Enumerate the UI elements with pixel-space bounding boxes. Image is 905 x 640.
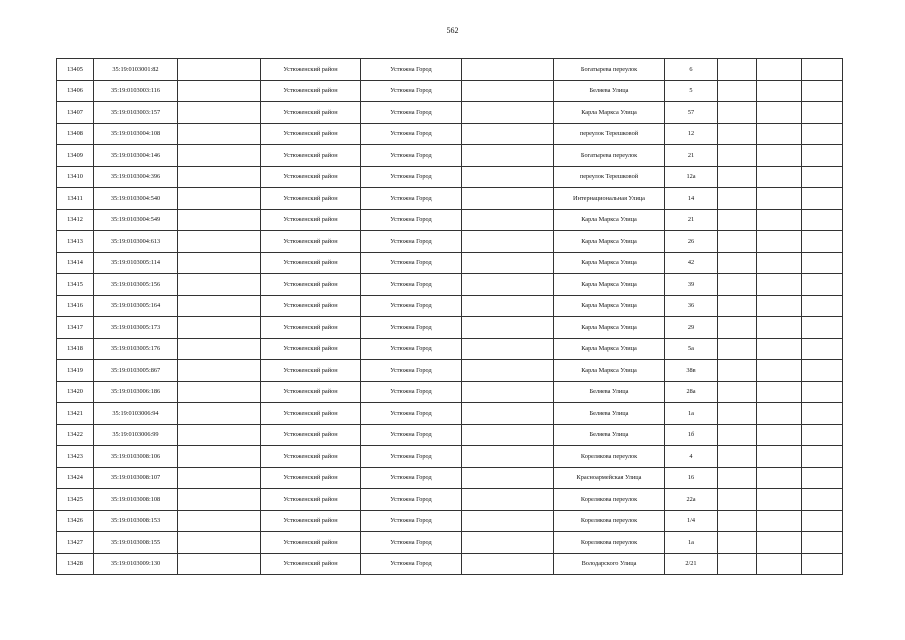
cell-empty [757,166,802,188]
cell-street: Карла Маркса Улица [554,317,665,339]
cell-house: 38в [665,360,718,382]
cell-empty [757,231,802,253]
cell-empty [802,424,843,446]
cell-empty [178,295,261,317]
cell-empty [718,489,757,511]
cell-district: Устюженский район [261,209,361,231]
cell-cadastral-number: 35:19:0103006:99 [94,424,178,446]
cell-street: Карла Маркса Улица [554,102,665,124]
cell-empty [178,446,261,468]
cell-empty [462,338,554,360]
cell-house: 29 [665,317,718,339]
cell-empty [178,489,261,511]
table-row [57,489,843,511]
cell-record-number: 13414 [57,252,94,274]
cell-empty [178,102,261,124]
cell-record-number: 13408 [57,123,94,145]
cell-house: 1/4 [665,510,718,532]
cell-settlement: Устюжна Город [361,424,462,446]
cell-cadastral-number: 35:19:0103008:106 [94,446,178,468]
cell-street: Красноармейская Улица [554,467,665,489]
cell-settlement: Устюжна Город [361,209,462,231]
cell-empty [462,446,554,468]
cell-house: 12а [665,166,718,188]
cell-empty [757,188,802,210]
cell-settlement: Устюжна Город [361,532,462,554]
cell-district: Устюженский район [261,166,361,188]
cell-cadastral-number: 35:19:0103006:94 [94,403,178,425]
cell-house: 5 [665,80,718,102]
table-body [57,59,843,575]
cell-district: Устюженский район [261,424,361,446]
cell-record-number: 13405 [57,59,94,81]
table-row [57,553,843,575]
cell-street: Карла Маркса Улица [554,274,665,296]
cell-district: Устюженский район [261,446,361,468]
cell-empty [178,252,261,274]
cell-record-number: 13418 [57,338,94,360]
cell-empty [757,489,802,511]
cell-empty [802,123,843,145]
cell-cadastral-number: 35:19:0103003:157 [94,102,178,124]
cell-empty [802,360,843,382]
cell-house: 14 [665,188,718,210]
cell-empty [462,295,554,317]
cell-empty [757,123,802,145]
cell-empty [462,80,554,102]
cell-district: Устюженский район [261,145,361,167]
cell-empty [802,381,843,403]
cell-house: 57 [665,102,718,124]
cell-settlement: Устюжна Город [361,338,462,360]
table-row [57,317,843,339]
cell-empty [462,403,554,425]
cell-street: Беляева Улица [554,381,665,403]
cell-street: Корелякова переулок [554,532,665,554]
cell-empty [462,166,554,188]
cell-empty [718,553,757,575]
cell-street: Карла Маркса Улица [554,360,665,382]
cell-empty [178,553,261,575]
cell-cadastral-number: 35:19:0103008:153 [94,510,178,532]
cell-empty [718,381,757,403]
cell-street: Интернациональная Улица [554,188,665,210]
cell-empty [462,467,554,489]
cell-district: Устюженский район [261,188,361,210]
cell-empty [178,166,261,188]
cell-empty [802,467,843,489]
cell-empty [178,403,261,425]
cell-house: 16 [665,467,718,489]
cell-house: 21 [665,209,718,231]
cell-settlement: Устюжна Город [361,59,462,81]
table-row [57,295,843,317]
cell-house: 21 [665,145,718,167]
cell-house: 42 [665,252,718,274]
cell-record-number: 13428 [57,553,94,575]
table-row [57,446,843,468]
cell-empty [462,188,554,210]
cell-settlement: Устюжна Город [361,166,462,188]
table-row [57,188,843,210]
cell-record-number: 13423 [57,446,94,468]
cell-record-number: 13420 [57,381,94,403]
cell-district: Устюженский район [261,403,361,425]
cell-empty [462,252,554,274]
page-number: 562 [446,26,459,35]
cell-empty [718,403,757,425]
cell-empty [718,231,757,253]
cell-street: Карла Маркса Улица [554,252,665,274]
cell-empty [178,424,261,446]
cell-cadastral-number: 35:19:0103003:116 [94,80,178,102]
cell-empty [757,145,802,167]
cell-district: Устюженский район [261,231,361,253]
cell-empty [757,381,802,403]
cell-cadastral-number: 35:19:0103005:164 [94,295,178,317]
table-row [57,360,843,382]
cell-empty [757,80,802,102]
cell-empty [462,360,554,382]
cell-settlement: Устюжна Город [361,252,462,274]
cell-street: Корелякова переулок [554,489,665,511]
cell-empty [178,209,261,231]
cell-record-number: 13416 [57,295,94,317]
cell-empty [718,252,757,274]
cell-empty [802,166,843,188]
cell-settlement: Устюжна Город [361,102,462,124]
cell-empty [178,510,261,532]
cell-empty [178,274,261,296]
cell-record-number: 13406 [57,80,94,102]
cell-empty [178,467,261,489]
cell-cadastral-number: 35:19:0103004:613 [94,231,178,253]
table-row [57,510,843,532]
cell-record-number: 13425 [57,489,94,511]
cell-record-number: 13412 [57,209,94,231]
cell-empty [802,231,843,253]
cell-cadastral-number: 35:19:0103004:108 [94,123,178,145]
cell-district: Устюженский район [261,252,361,274]
table-row [57,252,843,274]
cell-empty [178,317,261,339]
cell-empty [802,209,843,231]
cell-house: 2/21 [665,553,718,575]
table-row [57,166,843,188]
cell-record-number: 13411 [57,188,94,210]
cell-house: 1а [665,532,718,554]
cell-district: Устюженский район [261,360,361,382]
table-row [57,424,843,446]
cell-empty [462,489,554,511]
cell-record-number: 13409 [57,145,94,167]
cell-empty [802,145,843,167]
cell-empty [757,510,802,532]
cell-district: Устюженский район [261,338,361,360]
cell-settlement: Устюжна Город [361,317,462,339]
cell-empty [718,317,757,339]
cell-street: Корелякова переулок [554,510,665,532]
cell-empty [178,532,261,554]
cell-empty [718,188,757,210]
cell-district: Устюженский район [261,467,361,489]
cell-empty [718,467,757,489]
cell-district: Устюженский район [261,123,361,145]
property-registry-table [56,58,843,575]
table-row [57,123,843,145]
cell-cadastral-number: 35:19:0103005:114 [94,252,178,274]
cell-settlement: Устюжна Город [361,295,462,317]
cell-empty [462,532,554,554]
cell-empty [802,317,843,339]
cell-empty [718,80,757,102]
table-row [57,145,843,167]
cell-settlement: Устюжна Город [361,403,462,425]
cell-empty [462,424,554,446]
cell-district: Устюженский район [261,80,361,102]
cell-record-number: 13415 [57,274,94,296]
cell-empty [718,510,757,532]
cell-cadastral-number: 35:19:0103005:173 [94,317,178,339]
cell-settlement: Устюжна Город [361,467,462,489]
cell-empty [178,145,261,167]
cell-settlement: Устюжна Город [361,123,462,145]
cell-district: Устюженский район [261,59,361,81]
cell-empty [178,338,261,360]
cell-empty [757,209,802,231]
cell-district: Устюженский район [261,317,361,339]
cell-empty [802,489,843,511]
cell-house: 1а [665,403,718,425]
cell-empty [802,553,843,575]
cell-empty [802,80,843,102]
cell-cadastral-number: 35:19:0103004:146 [94,145,178,167]
cell-empty [178,59,261,81]
table-row [57,274,843,296]
cell-cadastral-number: 35:19:0103009:130 [94,553,178,575]
cell-empty [718,102,757,124]
cell-empty [757,102,802,124]
cell-street: Богатырева переулок [554,145,665,167]
cell-street: Володарского Улица [554,553,665,575]
cell-empty [462,59,554,81]
cell-empty [757,467,802,489]
cell-empty [757,553,802,575]
cell-record-number: 13417 [57,317,94,339]
cell-empty [718,424,757,446]
cell-settlement: Устюжна Город [361,188,462,210]
cell-empty [802,252,843,274]
cell-cadastral-number: 35:19:0103004:549 [94,209,178,231]
cell-house: 1б [665,424,718,446]
cell-empty [718,166,757,188]
cell-empty [757,403,802,425]
cell-cadastral-number: 35:19:0103006:186 [94,381,178,403]
cell-empty [718,532,757,554]
cell-cadastral-number: 35:19:0103008:155 [94,532,178,554]
cell-empty [757,274,802,296]
cell-empty [757,532,802,554]
cell-settlement: Устюжна Город [361,360,462,382]
cell-empty [757,446,802,468]
cell-empty [718,360,757,382]
cell-settlement: Устюжна Город [361,446,462,468]
cell-district: Устюженский район [261,274,361,296]
cell-empty [802,295,843,317]
cell-settlement: Устюжна Город [361,231,462,253]
cell-cadastral-number: 35:19:0103005:156 [94,274,178,296]
cell-empty [757,295,802,317]
cell-record-number: 13424 [57,467,94,489]
cell-record-number: 13419 [57,360,94,382]
cell-street: Богатырева переулок [554,59,665,81]
cell-street: Беляева Улица [554,424,665,446]
cell-empty [757,360,802,382]
cell-empty [462,553,554,575]
cell-cadastral-number: 35:19:0103001:82 [94,59,178,81]
cell-record-number: 13422 [57,424,94,446]
cell-house: 26 [665,231,718,253]
cell-empty [462,145,554,167]
cell-empty [178,231,261,253]
cell-empty [718,446,757,468]
cell-empty [462,123,554,145]
cell-empty [178,188,261,210]
cell-street: Корелякова переулок [554,446,665,468]
cell-empty [757,424,802,446]
table-row [57,209,843,231]
cell-empty [757,338,802,360]
cell-empty [757,59,802,81]
cell-record-number: 13421 [57,403,94,425]
cell-cadastral-number: 35:19:0103008:108 [94,489,178,511]
cell-record-number: 13426 [57,510,94,532]
cell-settlement: Устюжна Город [361,274,462,296]
cell-house: 5а [665,338,718,360]
cell-street: переулок Терешковой [554,166,665,188]
cell-district: Устюженский район [261,510,361,532]
cell-empty [178,360,261,382]
cell-house: 4 [665,446,718,468]
cell-empty [802,102,843,124]
cell-empty [718,59,757,81]
cell-district: Устюженский район [261,532,361,554]
cell-street: переулок Терешковой [554,123,665,145]
cell-house: 36 [665,295,718,317]
cell-house: 12 [665,123,718,145]
cell-cadastral-number: 35:19:0103005:176 [94,338,178,360]
cell-district: Устюженский район [261,102,361,124]
table-row [57,231,843,253]
table-row [57,381,843,403]
cell-house: 28а [665,381,718,403]
cell-street: Беляева Улица [554,403,665,425]
cell-settlement: Устюжна Город [361,145,462,167]
cell-empty [718,145,757,167]
cell-district: Устюженский район [261,489,361,511]
cell-empty [802,403,843,425]
cell-empty [757,252,802,274]
cell-empty [757,317,802,339]
table-row [57,80,843,102]
cell-settlement: Устюжна Город [361,381,462,403]
cell-cadastral-number: 35:19:0103004:540 [94,188,178,210]
cell-cadastral-number: 35:19:0103008:107 [94,467,178,489]
cell-empty [802,338,843,360]
cell-empty [802,532,843,554]
cell-settlement: Устюжна Город [361,553,462,575]
cell-empty [718,338,757,360]
table-row [57,467,843,489]
cell-district: Устюженский район [261,553,361,575]
cell-cadastral-number: 35:19:0103005:867 [94,360,178,382]
cell-empty [178,123,261,145]
cell-house: 22а [665,489,718,511]
cell-empty [462,381,554,403]
cell-house: 6 [665,59,718,81]
cell-cadastral-number: 35:19:0103004:396 [94,166,178,188]
cell-empty [718,295,757,317]
cell-record-number: 13410 [57,166,94,188]
cell-record-number: 13413 [57,231,94,253]
cell-street: Карла Маркса Улица [554,338,665,360]
cell-empty [718,274,757,296]
cell-settlement: Устюжна Город [361,80,462,102]
cell-empty [462,317,554,339]
table-row [57,403,843,425]
cell-empty [802,510,843,532]
cell-empty [718,123,757,145]
cell-settlement: Устюжна Город [361,489,462,511]
cell-empty [178,80,261,102]
table-row [57,102,843,124]
cell-street: Карла Маркса Улица [554,209,665,231]
cell-record-number: 13407 [57,102,94,124]
table-row [57,338,843,360]
table-row [57,532,843,554]
cell-district: Устюженский район [261,295,361,317]
cell-empty [462,231,554,253]
cell-street: Карла Маркса Улица [554,231,665,253]
cell-empty [802,446,843,468]
cell-street: Беляева Улица [554,80,665,102]
cell-settlement: Устюжна Город [361,510,462,532]
cell-empty [462,510,554,532]
cell-empty [462,102,554,124]
cell-empty [462,209,554,231]
cell-empty [802,59,843,81]
cell-house: 39 [665,274,718,296]
cell-empty [718,209,757,231]
table-row [57,59,843,81]
cell-empty [802,188,843,210]
cell-district: Устюженский район [261,381,361,403]
cell-record-number: 13427 [57,532,94,554]
cell-empty [462,274,554,296]
cell-empty [178,381,261,403]
cell-street: Карла Маркса Улица [554,295,665,317]
cell-empty [802,274,843,296]
